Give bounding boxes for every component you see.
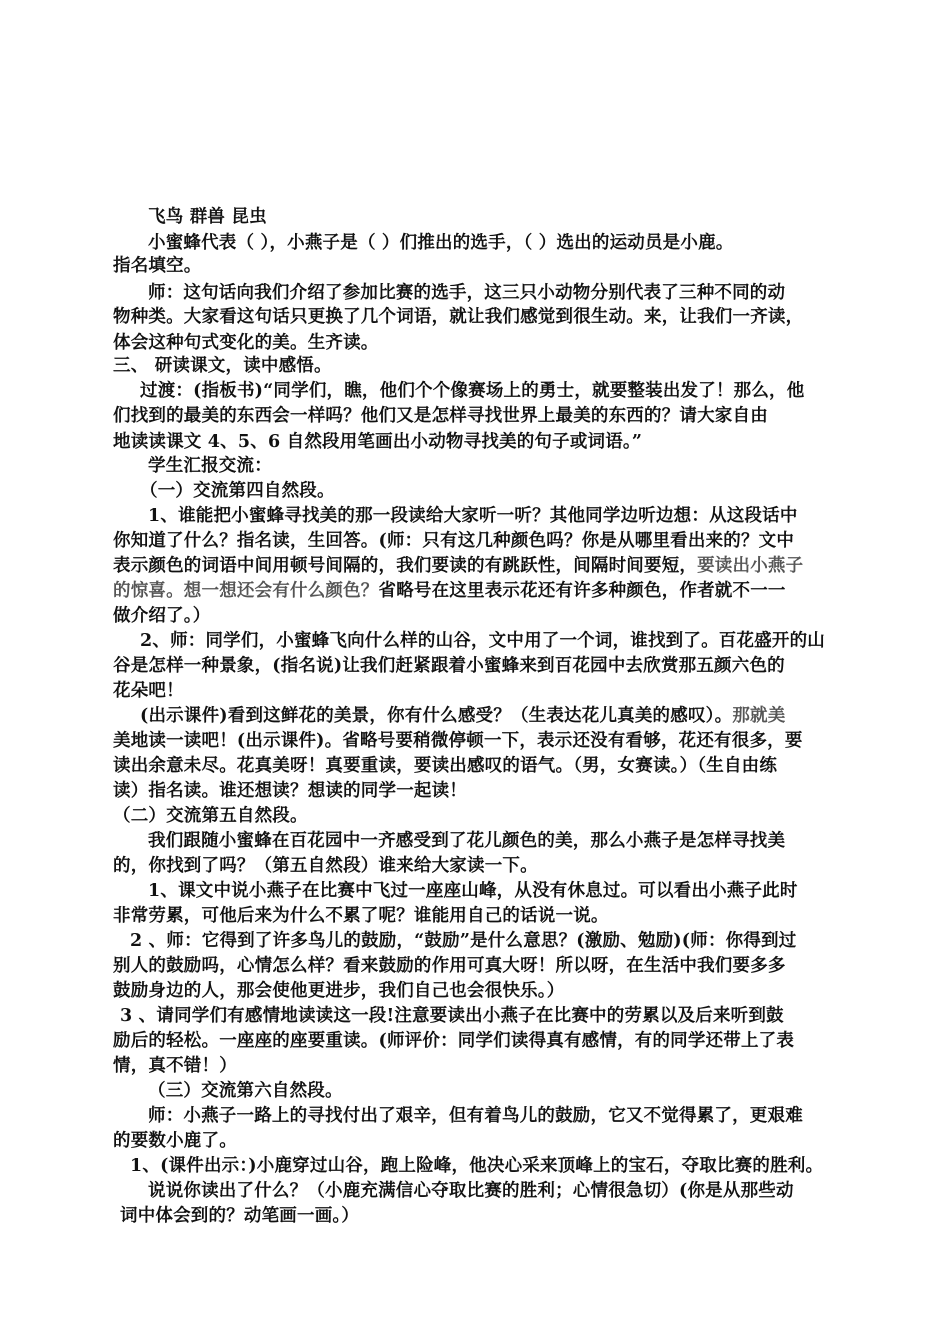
text-segment: 要读出小燕子 xyxy=(697,556,804,576)
text-line: 读出余意未尽。花真美呀！真要重读，要读出感叹的语气。（男，女赛读。）（生自由练 xyxy=(113,756,778,776)
text-line: 情，真不错！） xyxy=(113,1056,237,1076)
text-line: 说说你读出了什么？（小鹿充满信心夺取比赛的胜利；心情很急切）(你是从那些动 xyxy=(148,1181,794,1201)
text-line: 非常劳累，可他后来为什么不累了呢？谁能用自己的话说一说。 xyxy=(113,906,609,926)
subsection-heading: （一）交流第四自然段。 xyxy=(140,481,335,501)
text-line xyxy=(113,553,803,579)
text-line: 词中体会到的？动笔画一画。） xyxy=(120,1206,360,1226)
text-line: 学生汇报交流： xyxy=(148,456,272,476)
text-line: 师：小燕子一路上的寻找付出了艰辛，但有着鸟儿的鼓励，它又不觉得累了，更艰难 xyxy=(148,1106,803,1126)
text-line: 小蜜蜂代表（ ），小燕子是（ ）们推出的选手，（ ）选出的运动员是小鹿。 xyxy=(148,233,734,253)
text-line: 1、课文中说小燕子在比赛中飞过一座座山峰，从没有休息过。可以看出小燕子此时 xyxy=(148,881,798,901)
text-line: 2 、师：它得到了许多鸟儿的鼓励，“鼓励”是什么意思？(激励、勉励)(师：你得到过 xyxy=(130,931,797,951)
text-segment: 那就美 xyxy=(732,706,786,726)
text-line: 读）指名读。谁还想读？想读的同学一起读！ xyxy=(113,781,467,801)
text-line: 3 、请同学们有感情地读读这一段!注意要读出小燕子在比赛中的劳累以及后来听到鼓 xyxy=(120,1006,784,1026)
text-line xyxy=(140,703,785,729)
text-line: 体会这种句式变化的美。生齐读。 xyxy=(113,333,379,353)
text-line: 1、谁能把小蜜蜂寻找美的那一段读给大家听一听？其他同学边听边想：从这段话中 xyxy=(148,506,798,526)
text-line: 花朵吧！ xyxy=(113,681,184,701)
text-line: 鼓励身边的人，那会使他更进步，我们自己也会很快乐。） xyxy=(113,981,565,1001)
text-line xyxy=(113,578,786,604)
text-line: 做介绍了。） xyxy=(113,606,211,626)
text-line: 物种类。大家看这句话只更换了几个词语，就让我们感觉到很生动。来，让我们一齐读， xyxy=(113,307,804,327)
text-line: 你知道了什么？指名读，生回答。(师：只有这几种颜色吗？你是从哪里看出来的？文中 xyxy=(113,531,795,551)
text-line: 地读读课文 4、5、6 自然段用笔画出小动物寻找美的句子或词语。” xyxy=(113,432,643,452)
subsection-heading: （三）交流第六自然段。 xyxy=(148,1081,343,1101)
text-line: 1、(课件出示：)小鹿穿过山谷，跑上险峰，他决心采来顶峰上的宝石，夺取比赛的胜利。 xyxy=(130,1156,824,1176)
text-line: 2、师：同学们，小蜜蜂飞向什么样的山谷，文中用了一个词，谁找到了。百花盛开的山 xyxy=(140,631,825,651)
text-line: 谷是怎样一种景象，(指名说)让我们赶紧跟着小蜜蜂来到百花园中去欣赏那五颜六色的 xyxy=(113,656,785,676)
text-segment: 表示颜色的词语中间用顿号间隔的，我们要读的有跳跃性，间隔时间要短， xyxy=(113,556,698,576)
section-heading: 三、 研读课文，读中感悟。 xyxy=(113,356,332,376)
text-line: 们找到的最美的东西会一样吗？他们又是怎样寻找世界上最美的东西的？请大家自由 xyxy=(113,406,768,426)
text-line: 过渡：(指板书)“同学们，瞧，他们个个像赛场上的勇士，就要整装出发了！那么，他 xyxy=(140,381,805,401)
text-line: 励后的轻松。一座座的座要重读。(师评价：同学们读得真有感情，有的同学还带上了表 xyxy=(113,1031,795,1051)
text-line: 师：这句话向我们介绍了参加比赛的选手，这三只小动物分别代表了三种不同的动 xyxy=(148,283,786,303)
text-line: 指名填空。 xyxy=(113,256,202,276)
text-segment: 省略号在这里表示花还有许多种颜色，作者就不一一 xyxy=(378,581,786,601)
text-line: 飞鸟 群兽 昆虫 xyxy=(148,207,267,227)
text-line: 别人的鼓励吗，心情怎么样？看来鼓励的作用可真大呀！所以呀，在生活中我们要多多 xyxy=(113,956,786,976)
text-line: 的，你找到了吗？（第五自然段）谁来给大家读一下。 xyxy=(113,856,538,876)
text-line: 美地读一读吧！(出示课件)。省略号要稍微停顿一下，表示还没有看够，花还有很多，要 xyxy=(113,731,803,751)
text-segment: 的惊喜。想一想还会有什么颜色？ xyxy=(113,581,379,601)
text-segment: (出示课件)看到这鲜花的美景，你有什么感受？（生表达花儿真美的感叹）。 xyxy=(140,706,733,726)
subsection-heading: （二）交流第五自然段。 xyxy=(113,806,308,826)
text-line: 的要数小鹿了。 xyxy=(113,1131,237,1151)
text-line: 我们跟随小蜜蜂在百花园中一齐感受到了花儿颜色的美，那么小燕子是怎样寻找美 xyxy=(148,831,786,851)
